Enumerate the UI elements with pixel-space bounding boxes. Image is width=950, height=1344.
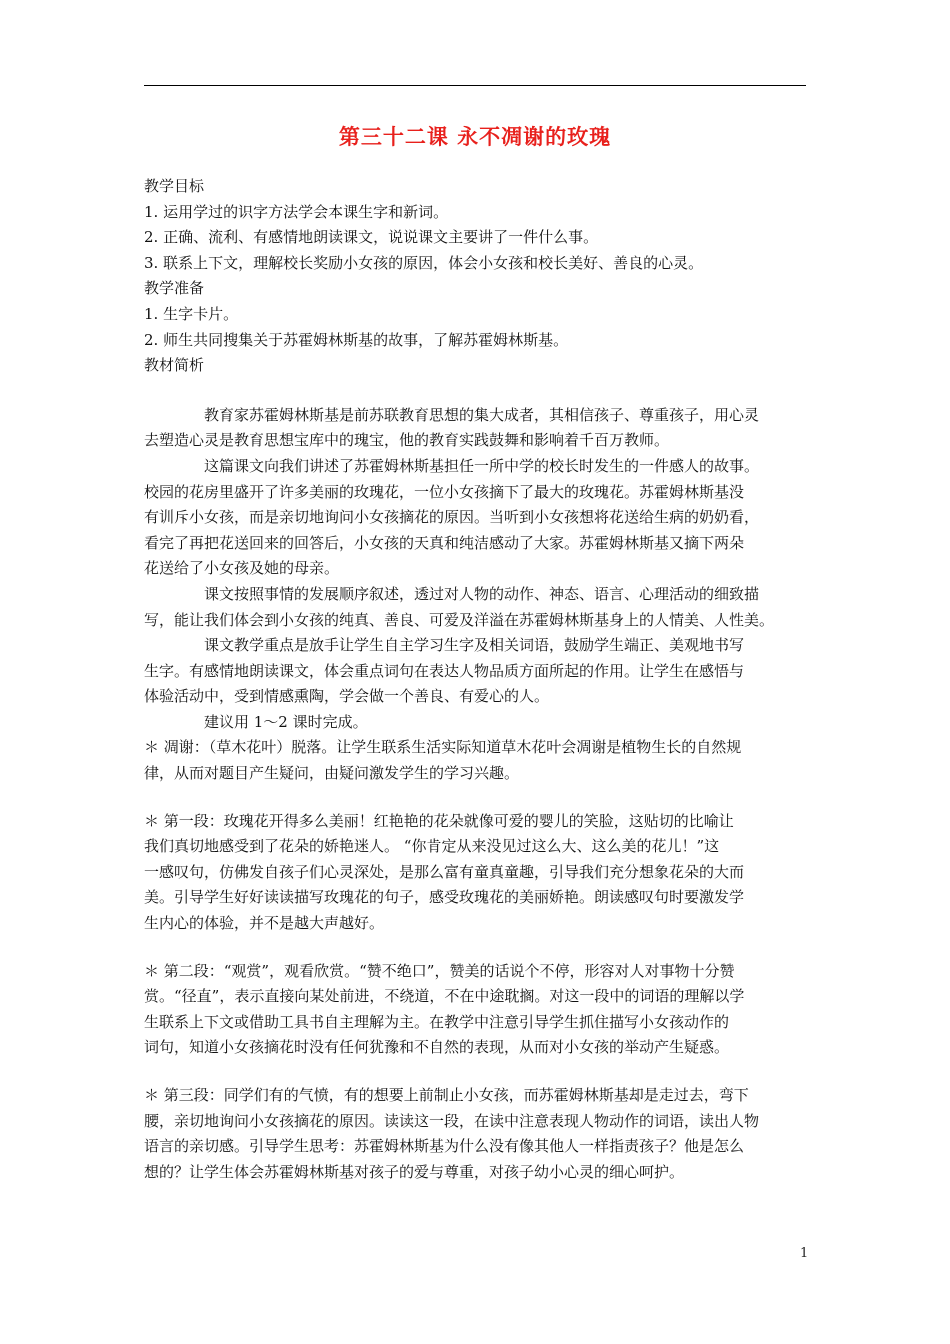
note-line: 生联系上下文或借助工具书自主理解为主。在教学中注意引导学生抓住描写小女孩动作的 (144, 1012, 730, 1031)
note-line: 我们真切地感受到了花朵的娇艳迷人。 “你肯定从来没见过这么大、这么美的花儿！”这 (144, 837, 720, 856)
goal-item: 3. 联系上下文，理解校长奖励小女孩的原因，体会小女孩和校长美好、善良的心灵。 (144, 253, 704, 272)
note-line: ＊ 第一段：玫瑰花开得多么美丽！红艳艳的花朵就像可爱的婴儿的笑脸，这贴切的比喻让 (144, 811, 734, 830)
analysis-line: 有训斥小女孩，而是亲切地询问小女孩摘花的原因。当听到小女孩想将花送给生病的奶奶看， (144, 508, 760, 527)
notes-section (144, 735, 806, 1185)
analysis-line: 教育家苏霍姆林斯基是前苏联教育思想的集大成者，其相信孩子、尊重孩子，用心灵 (204, 405, 760, 424)
document-title: 第三十二课 永不凋谢的玫瑰 (338, 124, 612, 149)
goals-heading: 教学目标 (144, 177, 205, 195)
note-line: 想的？让学生体会苏霍姆林斯基对孩子的爱与尊重，对孩子幼小心灵的细心呵护。 (144, 1162, 685, 1181)
note-line: 美。引导学生好好读读描写玫瑰花的句子，感受玫瑰花的美丽娇艳。朗读感叹句时要激发学 (144, 888, 745, 907)
analysis-heading: 教材简析 (144, 356, 205, 375)
goal-item: 1. 运用学过的识字方法学会本课生字和新词。 (144, 202, 449, 221)
analysis-line: 生字。有感情地朗读课文，体会重点词句在表达人物品质方面所起的作用。让学生在感悟与 (144, 661, 745, 680)
goal-item: 2. 正确、流利、有感情地朗读课文，说说课文主要讲了一件什么事。 (144, 228, 599, 247)
note-block (144, 1083, 806, 1185)
analysis-line: 花送给了小女孩及她的母亲。 (144, 559, 340, 578)
note-line: 赏。“径直”，表示直接向某处前进，不绕道，不在中途耽搁。对这一段中的词语的理解以学 (144, 987, 745, 1006)
note-line: 腰，亲切地询问小女孩摘花的原因。读读这一段，在读中注意表现人物动作的词语，读出人物 (144, 1111, 760, 1130)
prep-heading: 教学准备 (144, 279, 205, 298)
document-body (144, 174, 806, 1185)
analysis-line: 体验活动中，受到情感熏陶，学会做一个善良、有爱心的人。 (144, 687, 550, 706)
analysis-line: 去塑造心灵是教育思想宝库中的瑰宝，他的教育实践鼓舞和影响着千百万教师。 (144, 431, 670, 450)
header-rule (144, 85, 806, 86)
analysis-line: 写，能让我们体会到小女孩的纯真、善良、可爱及洋溢在苏霍姆林斯基身上的人情美、人性美。 (144, 610, 775, 629)
analysis-section (144, 403, 806, 736)
note-line: 生内心的体验，并不是越大声越好。 (144, 914, 385, 933)
analysis-line: 建议用 1～2 课时完成。 (204, 712, 368, 731)
analysis-line: 课文按照事情的发展顺序叙述，透过对人物的动作、神态、语言、心理活动的细致描 (204, 584, 760, 603)
note-block (144, 809, 806, 937)
note-line: 词句，知道小女孩摘花时没有任何犹豫和不自然的表现，从而对小女孩的举动产生疑惑。 (144, 1038, 730, 1057)
note-line: 律，从而对题目产生疑问，由疑问激发学生的学习兴趣。 (144, 764, 520, 783)
analysis-line: 看完了再把花送回来的回答后，小女孩的天真和纯洁感动了大家。苏霍姆林斯基又摘下两朵 (144, 533, 745, 552)
note-line: 语言的亲切感。引导学生思考：苏霍姆林斯基为什么没有像其他人一样指责孩子？他是怎么 (144, 1137, 745, 1156)
note-line: ＊ 第二段：“观赏”，观看欣赏。“赞不绝口”，赞美的话说个不停，形容对人对事物十分赞 (144, 961, 735, 980)
page-number: 1 (800, 1246, 809, 1261)
analysis-line: 校园的花房里盛开了许多美丽的玫瑰花，一位小女孩摘下了最大的玫瑰花。苏霍姆林斯基没 (144, 482, 745, 501)
note-line: ＊ 凋谢：（草木花叶）脱落。让学生联系生活实际知道草木花叶会凋谢是植物生长的自然规 (144, 738, 742, 757)
prep-item: 2. 师生共同搜集关于苏霍姆林斯基的故事，了解苏霍姆林斯基。 (144, 330, 569, 349)
prep-item: 1. 生字卡片。 (144, 304, 239, 323)
note-block (144, 959, 806, 1061)
analysis-line: 课文教学重点是放手让学生自主学习生字及相关词语，鼓励学生端正、美观地书写 (204, 636, 745, 655)
note-line: ＊ 第三段：同学们有的气愤，有的想要上前制止小女孩，而苏霍姆林斯基却是走过去，弯下 (144, 1086, 749, 1104)
analysis-line: 这篇课文向我们讲述了苏霍姆林斯基担任一所中学的校长时发生的一件感人的故事。 (204, 456, 760, 475)
note-line: 一感叹句，仿佛发自孩子们心灵深处，是那么富有童真童趣，引导我们充分想象花朵的大而 (144, 862, 745, 881)
note-block (144, 735, 806, 786)
